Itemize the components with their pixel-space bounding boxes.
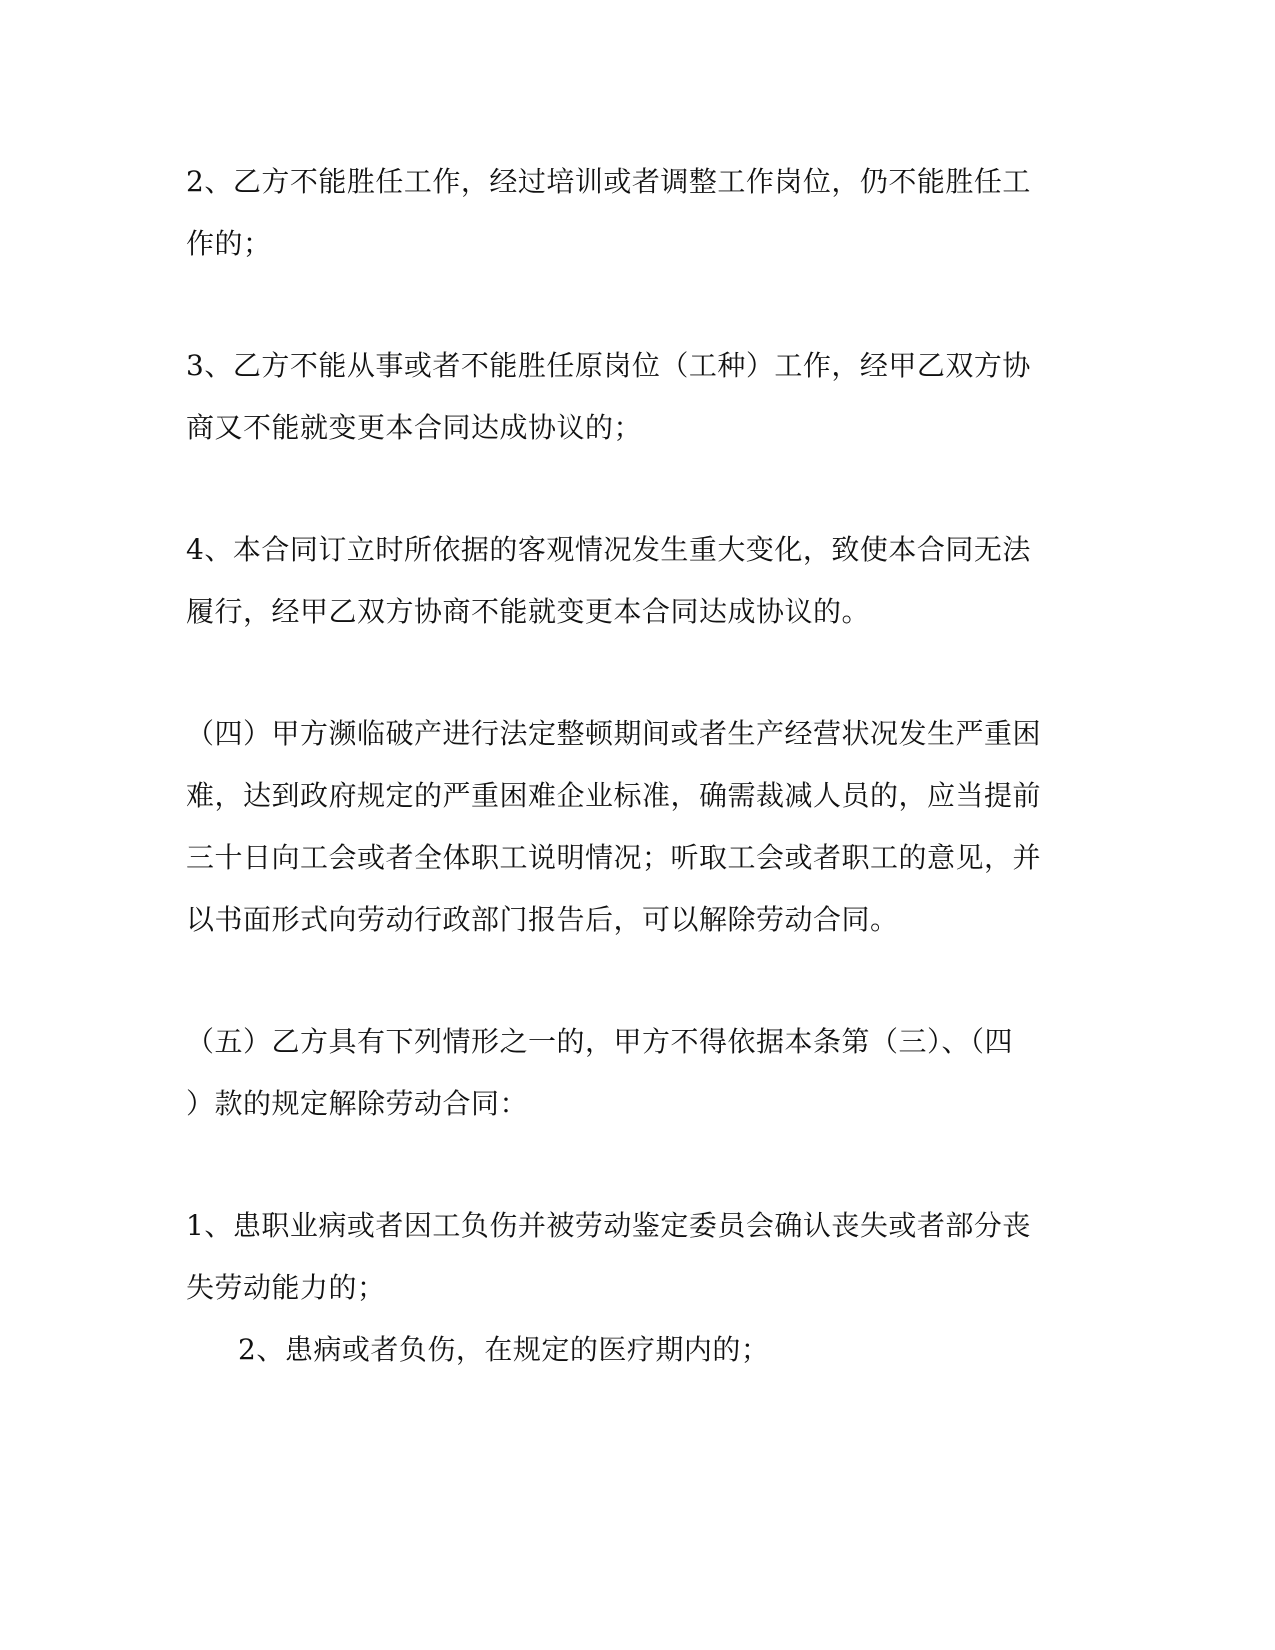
text-line: 商又不能就变更本合同达成协议的；: [186, 411, 643, 444]
text-line: ）款的规定解除劳动合同：: [186, 1087, 529, 1120]
text-line: 2、患病或者负伤，在规定的医疗期内的；: [238, 1333, 770, 1366]
text-line: （五）乙方具有下列情形之一的，甲方不得依据本条第（三）、（四: [186, 1025, 1014, 1058]
text-line: （四）甲方濒临破产进行法定整顿期间或者生产经营状况发生严重困: [186, 717, 1042, 750]
text-line: 4、本合同订立时所依据的客观情况发生重大变化，致使本合同无法: [186, 533, 1031, 566]
text-line: 1、患职业病或者因工负伤并被劳动鉴定委员会确认丧失或者部分丧: [186, 1209, 1031, 1242]
text-line: 难，达到政府规定的严重困难企业标准，确需裁减人员的，应当提前: [186, 779, 1042, 812]
text-line: 2、乙方不能胜任工作，经过培训或者调整工作岗位，仍不能胜任工: [186, 165, 1031, 198]
text-line: 失劳动能力的；: [186, 1271, 386, 1304]
text-line: 作的；: [186, 227, 272, 260]
text-line: 三十日向工会或者全体职工说明情况；听取工会或者职工的意见，并: [186, 841, 1042, 874]
text-line: 履行，经甲乙双方协商不能就变更本合同达成协议的。: [186, 595, 871, 628]
text-line: 以书面形式向劳动行政部门报告后，可以解除劳动合同。: [186, 903, 899, 936]
text-line: 3、乙方不能从事或者不能胜任原岗位（工种）工作，经甲乙双方协: [186, 349, 1031, 382]
